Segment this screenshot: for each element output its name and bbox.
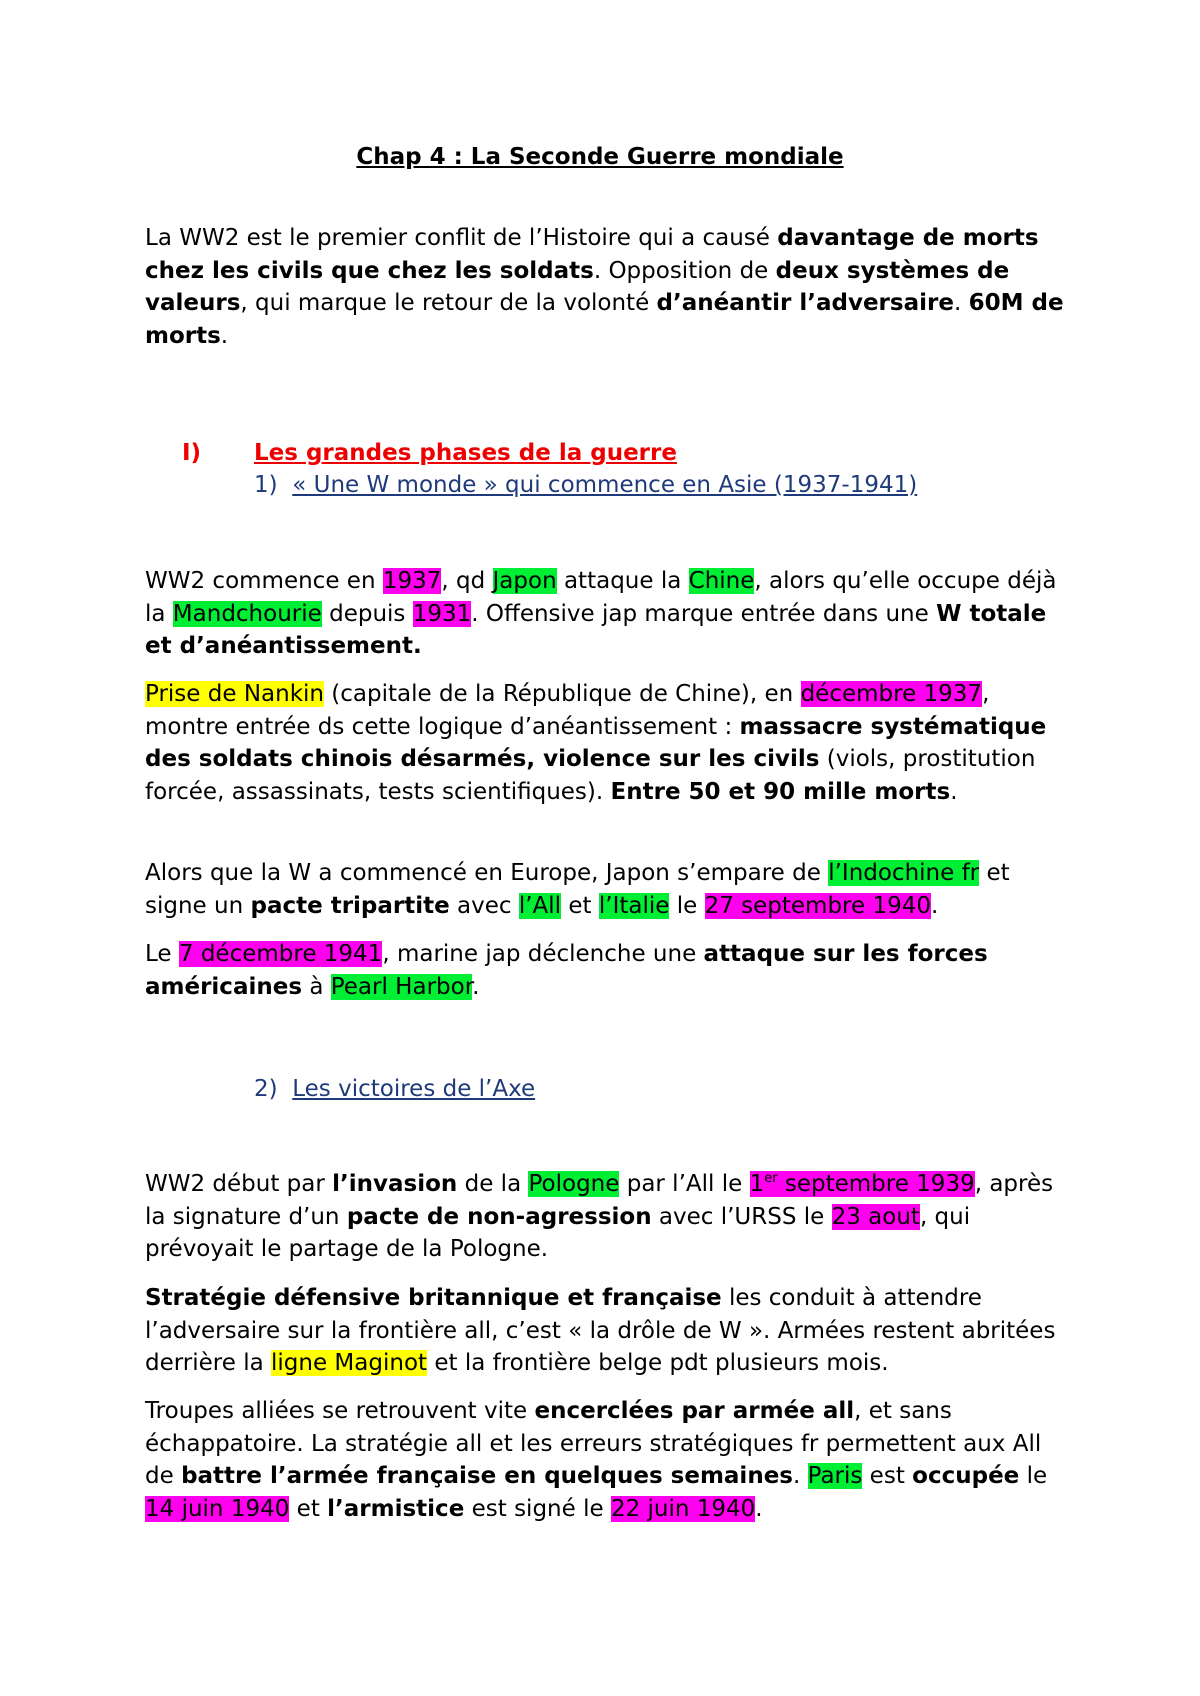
text: depuis xyxy=(321,600,413,627)
subsection-number: 1) xyxy=(254,472,278,498)
text: , alors qu’elle occupe déjà la xyxy=(145,568,1057,627)
text: et xyxy=(561,892,599,919)
text: . xyxy=(220,323,229,350)
section-heading: Les grandes phases de la guerre xyxy=(254,440,677,466)
highlight-place: l’Indochine fr xyxy=(828,860,980,886)
text: . Opposition de xyxy=(593,257,776,284)
highlight-date: 7 décembre 1941 xyxy=(178,941,383,967)
bold-text: l’armistice xyxy=(327,1496,465,1523)
text: le xyxy=(669,892,705,919)
highlight-date xyxy=(750,1171,975,1197)
paragraph-4 xyxy=(145,938,1075,1003)
highlight-date: 22 juin 1940 xyxy=(610,1496,756,1523)
paragraph-6 xyxy=(145,1282,1075,1380)
text: WW2 commence en xyxy=(145,568,383,594)
text: avec xyxy=(449,892,519,919)
highlight-date: décembre 1937 xyxy=(800,681,983,707)
highlight-date: 27 septembre 1940 xyxy=(704,892,932,919)
highlight-date: 1931 xyxy=(412,600,472,627)
section-marker: I) xyxy=(182,440,202,466)
paragraph-2 xyxy=(145,678,1075,809)
text: , qui prévoyait le partage de la Pologne. xyxy=(145,1203,971,1263)
text: , qd xyxy=(441,568,493,594)
paragraph-5 xyxy=(145,1168,1075,1266)
bold-text: Entre 50 et 90 mille morts xyxy=(610,779,951,806)
text: avec l’URSS le xyxy=(651,1203,832,1230)
text: . Offensive jap marque entrée dans une xyxy=(471,600,937,627)
text: de la xyxy=(457,1171,529,1197)
text: le xyxy=(1019,1463,1048,1490)
bold-text: W totale et d’anéantissement. xyxy=(145,600,1047,660)
highlight-event: Prise de Nankin xyxy=(145,681,324,707)
text: par l’All le xyxy=(619,1171,750,1197)
highlight-place: Chine xyxy=(688,568,755,594)
text: . xyxy=(792,1463,808,1490)
highlight-place: Pearl Harbor xyxy=(330,973,473,1000)
highlight-place: l’Italie xyxy=(598,892,670,919)
text: . xyxy=(950,779,958,806)
subsection-heading-2 xyxy=(254,1073,535,1105)
paragraph-7 xyxy=(145,1395,1075,1526)
text: Le xyxy=(145,941,179,967)
date-rest: septembre 1939 xyxy=(777,1171,975,1197)
highlight-place: Pologne xyxy=(528,1171,620,1197)
highlight-place: Mandchourie xyxy=(172,600,322,627)
text: et xyxy=(289,1496,328,1523)
text: , marine jap déclenche une xyxy=(382,941,704,967)
text: les conduit à attendre l’adversaire sur la frontière all, c’est « la drôle de W ». Armées restent abritées derrière la xyxy=(145,1285,1056,1377)
text: et la frontière belge pdt plusieurs mois. xyxy=(427,1350,889,1377)
text: . xyxy=(755,1496,763,1523)
text: (viols, prostitution forcée, assassinats, tests scientifiques). xyxy=(145,746,1036,806)
date-day: 1 xyxy=(749,1171,765,1197)
subsection-heading-1 xyxy=(254,469,917,501)
bold-text: 60M de morts xyxy=(145,290,1064,350)
text: Alors que la W a commencé en Europe, Japon s’empare de xyxy=(145,860,829,886)
text: , montre entrée ds cette logique d’anéantissement : xyxy=(145,681,990,740)
ordinal-superscript: er xyxy=(764,1171,778,1186)
text: , qui marque le retour de la volonté xyxy=(240,290,657,317)
page-title: Chap 4 : La Seconde Guerre mondiale xyxy=(356,144,844,170)
highlight-date: 23 aout xyxy=(831,1203,920,1230)
text: attaque la xyxy=(556,568,689,594)
bold-text: pacte tripartite xyxy=(250,892,450,919)
subsection-title: « Une W monde » qui commence en Asie (1937-1941) xyxy=(292,472,918,498)
bold-text: pacte de non-agression xyxy=(346,1203,652,1230)
text: . xyxy=(931,892,939,919)
text: à xyxy=(302,973,331,1000)
highlight-place: l’All xyxy=(518,892,562,919)
highlight-place: Paris xyxy=(807,1463,863,1490)
paragraph-3 xyxy=(145,857,1075,922)
highlight-date: 14 juin 1940 xyxy=(145,1496,290,1523)
text: et signe un xyxy=(145,860,1010,919)
paragraph-1 xyxy=(145,565,1075,663)
text: WW2 début par xyxy=(145,1171,333,1197)
highlight-date: 1937 xyxy=(382,568,442,594)
bold-text: d’anéantir l’adversaire xyxy=(656,290,954,317)
bold-text: Stratégie défensive britannique et française xyxy=(145,1285,722,1311)
bold-text: battre l’armée française en quelques semaines xyxy=(181,1463,793,1490)
text: (capitale de la République de Chine), en xyxy=(323,681,801,707)
highlight-event: ligne Maginot xyxy=(271,1350,428,1377)
subsection-number: 2) xyxy=(254,1076,278,1102)
text: La WW2 est le premier conflit de l’Histoire qui a causé xyxy=(145,225,778,251)
text: est xyxy=(862,1463,913,1490)
text: . xyxy=(953,290,969,317)
text: , après la signature d’un xyxy=(145,1171,1054,1230)
bold-text: encerclées par armée all xyxy=(534,1398,855,1424)
text: Troupes alliées se retrouvent vite xyxy=(145,1398,535,1424)
text: est signé le xyxy=(464,1496,611,1523)
highlight-place: Japon xyxy=(492,568,557,594)
text: . xyxy=(472,973,480,1000)
subsection-title: Les victoires de l’Axe xyxy=(292,1076,536,1102)
bold-text: deux systèmes de valeurs xyxy=(145,257,1010,317)
bold-text: attaque sur les forces américaines xyxy=(145,941,988,1000)
bold-text: l’invasion xyxy=(332,1171,458,1197)
intro-paragraph xyxy=(145,222,1075,353)
bold-text: davantage de morts chez les civils que chez les soldats xyxy=(145,225,1039,284)
bold-text: massacre systématique des soldats chinois désarmés, violence sur les civils xyxy=(145,713,1047,773)
bold-text: occupée xyxy=(912,1463,1020,1490)
text: , et sans échappatoire. La stratégie all et les erreurs stratégiques fr permettent aux All de xyxy=(145,1398,1042,1490)
